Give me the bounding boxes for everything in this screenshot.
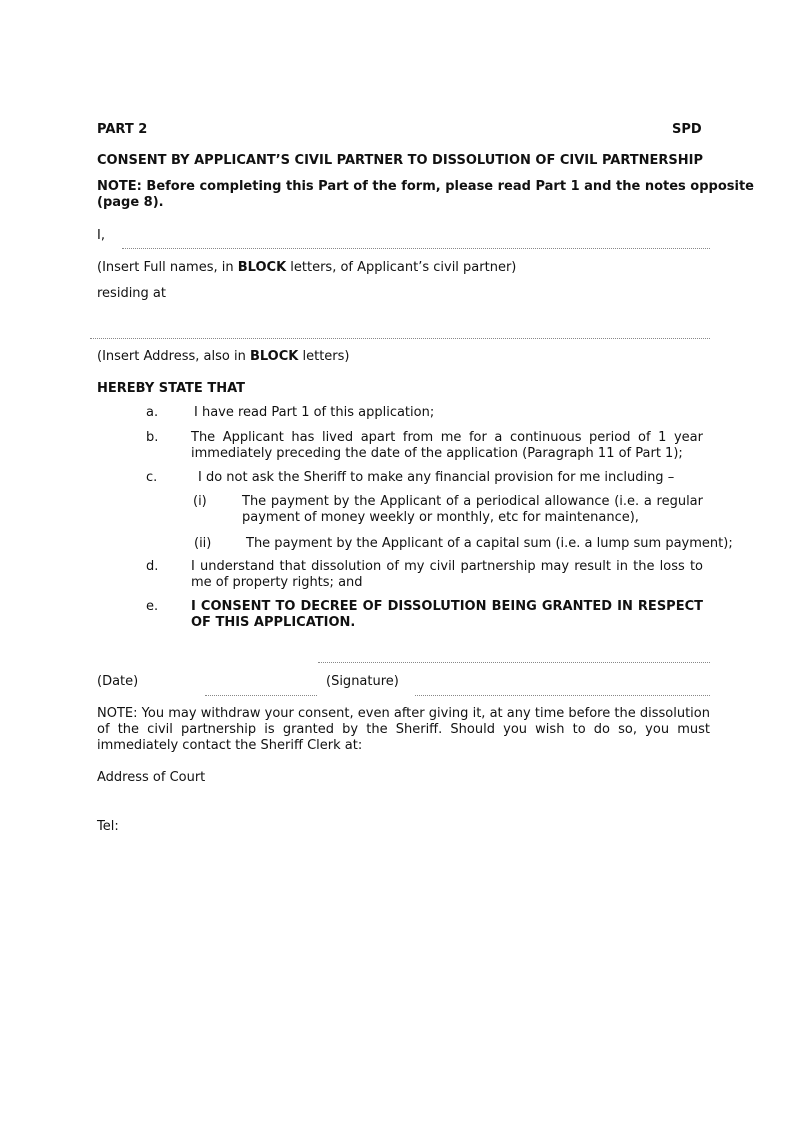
- withdraw-note: NOTE: You may withdraw your consent, even after giving it, at any time before the dissolution of the civil partnership is granted by the Sheriff. Should you wish to do so, you must immediately contact the Sheriff Clerk at:: [97, 706, 710, 753]
- item-b-text: The Applicant has lived apart from me for a continuous period of 1 year immediately preceding the date of the application (Paragraph 11 of Part 1);: [191, 430, 703, 461]
- note-line-1: NOTE: Before completing this Part of the form, please read Part 1 and the notes opposite: [97, 179, 755, 194]
- note-line-2: (page 8).: [97, 195, 164, 210]
- signature-label: (Signature): [326, 674, 399, 689]
- part-label: PART 2: [97, 122, 148, 137]
- item-e-marker: e.: [146, 599, 159, 614]
- item-c-text: I do not ask the Sheriff to make any financial provision for me including –: [198, 470, 675, 485]
- item-d-marker: d.: [146, 559, 159, 574]
- date-label: (Date): [97, 674, 139, 689]
- signature-line[interactable]: [415, 695, 710, 696]
- address-hint: (Insert Address, also in BLOCK letters): [97, 349, 350, 364]
- subitem-i-text: The payment by the Applicant of a periodical allowance (i.e. a regular payment of money weekly or monthly, etc for maintenance),: [242, 494, 703, 525]
- subitem-ii-marker: (ii): [194, 536, 212, 551]
- item-e-text: I CONSENT TO DECREE OF DISSOLUTION BEING GRANTED IN RESPECT OF THIS APPLICATION.: [191, 599, 703, 630]
- address-line[interactable]: [90, 338, 710, 339]
- names-hint: (Insert Full names, in BLOCK letters, of Applicant’s civil partner): [97, 260, 517, 275]
- names-label: I,: [97, 228, 105, 243]
- address-label: residing at: [97, 286, 166, 301]
- subitem-i-marker: (i): [193, 494, 207, 509]
- item-d-text: I understand that dissolution of my civil partnership may result in the loss to me of property rights; and: [191, 559, 703, 590]
- item-a-marker: a.: [146, 405, 159, 420]
- date-line[interactable]: [205, 695, 317, 696]
- item-a-text: I have read Part 1 of this application;: [194, 405, 435, 420]
- upper-dotted-line: [318, 662, 710, 663]
- item-b-marker: b.: [146, 430, 159, 445]
- names-line[interactable]: [122, 248, 710, 249]
- subitem-ii-text: The payment by the Applicant of a capital sum (i.e. a lump sum payment);: [246, 536, 733, 551]
- form-title: CONSENT BY APPLICANT’S CIVIL PARTNER TO DISSOLUTION OF CIVIL PARTNERSHIP: [97, 153, 704, 168]
- court-address-label: Address of Court: [97, 770, 206, 785]
- form-code: SPD: [672, 122, 702, 137]
- statement-heading: HEREBY STATE THAT: [97, 381, 246, 396]
- court-tel-label: Tel:: [97, 819, 119, 834]
- item-c-marker: c.: [146, 470, 158, 485]
